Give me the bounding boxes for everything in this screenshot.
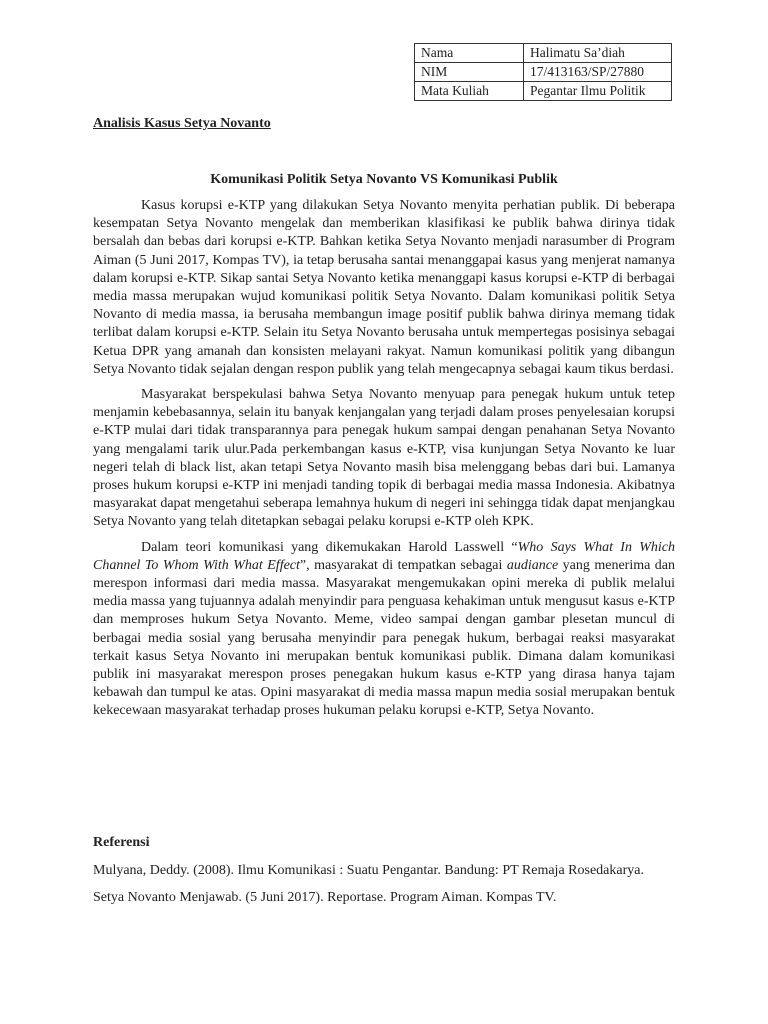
info-value: Pegantar Ilmu Politik — [524, 82, 672, 101]
section-title: Komunikasi Politik Setya Novanto VS Komunikasi Publik — [210, 172, 558, 187]
paragraph-3-part-c: yang menerima dan merespon informasi dari media massa. Masyarakat mengemukakan opini mereka di publik melalui media massa yang tujuannya adalah menyindir para penguasa kehakiman untuk mengusut kasus e-KTP dan memproses hukum Setya Novanto. Meme, video sampai dengan gambar plesetan muncul di berbagai media sosial yang berusaha menyindir para penegak hukum, berbagai reaksi masyarakat terkait kasus Setya Novanto ini merupakan bentuk komunikasi publik. Dimana dalam komunikasi publik ini masyarakat merespon proses penegakan hukum kasus e-KTP yang dirasa hanya tajam kebawah dan tumpul ke atas. Opini masyarakat di media massa mapun media sosial merupakan bentuk kekecewaan masyarakat terhadap proses hukuman pelaku korupsi e-KTP, Setya Novanto. — [93, 557, 675, 719]
paragraph-3-part-a: Dalam teori komunikasi yang dikemukakan Harold Lasswell “ — [141, 539, 518, 555]
paragraph-1: Kasus korupsi e-KTP yang dilakukan Setya Novanto menyita perhatian publik. Di beberapa kesempatan Setya Novanto mengelak dan memberikan klasifikasi ke publik bahwa dirinya tidak bersalah dan bebas dari korupsi e-KTP. Bahkan ketika Setya Novanto menjadi narasumber di Program Aiman (5 Juni 2017, Kompas TV), ia tetap berusaha santai menanggapai kasus yang menjerat namanya dalam korupsi e-KTP. Sikap santai Setya Novanto ketika menanggapi kasus korupsi e-KTP di berbagai media massa merupakan wujud komunikasi politik Setya Novanto. Dalam komunikasi politik Setya Novanto di media massa, ia berusaha membangun image positif publik bahwa dirinya memang tidak terlibat dalam korupsi e-KTP. Selain itu Setya Novanto berusaha untuk mempertegas posisinya sebagai Ketua DPR yang amanah dan konsisten melayani rakyat. Namun komunikasi politik yang dibangun Setya Novanto tidak sejalan dengan respon publik yang telah mengecapnya sebagai kaum tikus berdasi. — [93, 198, 675, 377]
info-row-course — [415, 82, 672, 101]
paragraph-2: Masyarakat berspekulasi bahwa Setya Novanto menyuap para penegak hukum untuk tetep menjamin kebebasannya, selain itu banyak kenjangalan yang terjadi dalam proses penyelesaian korupsi e-KTP mulai dari tidak transparannya para penegak hukum sampai dengan penahanan Setya Novanto yang mengalami tarik ulur.Pada perkembangan kasus e-KTP, visa kunjungan Setya Novanto ke luar negeri telah di black list, akan tetapi Setya Novanto masih bisa melenggang bebas dari bui. Lamanya proses hukum korupsi e-KTP ini menjadi tanding topik di berbagai media massa Indonesia. Akibatnya masyarakat dapat mengetahui seberapa lemahnya hukum di negeri ini sehingga tidak dapat menjangkau Setya Novanto yang telah ditetapkan sebagai pelaku korupsi e-KTP oleh KPK. — [93, 387, 675, 530]
lasswell-quote: Who Says What In Which Channel To Whom With What Effect — [93, 539, 675, 573]
reference-item: Setya Novanto Menjawab. (5 Juni 2017). Reportase. Program Aiman. Kompas TV. — [93, 889, 557, 905]
paragraph-3-part-b: ”, masyarakat di tempatkan sebagai — [299, 557, 507, 573]
document-title: Analisis Kasus Setya Novanto — [93, 116, 271, 131]
info-label: Mata Kuliah — [415, 82, 524, 101]
info-row-nim — [415, 63, 672, 82]
student-info-table — [414, 43, 672, 101]
info-label: Nama — [415, 44, 524, 63]
reference-item: Mulyana, Deddy. (2008). Ilmu Komunikasi : Suatu Pengantar. Bandung: PT Remaja Rosedakarya. — [93, 863, 644, 878]
info-label: NIM — [415, 63, 524, 82]
references-list — [93, 862, 675, 915]
references-title: Referensi — [93, 835, 150, 850]
audiance-term: audiance — [506, 557, 559, 573]
info-row-name — [415, 44, 672, 63]
paragraph-3 — [93, 539, 675, 721]
info-value: 17/413163/SP/27880 — [524, 63, 672, 82]
info-value: Halimatu Sa’diah — [524, 44, 672, 63]
body-text — [93, 197, 675, 728]
